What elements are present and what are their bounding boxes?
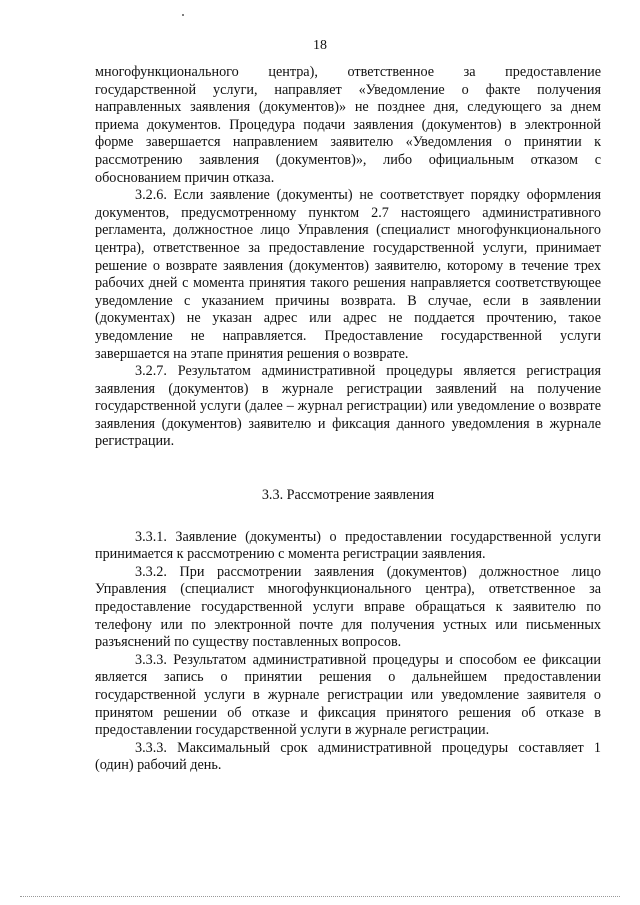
- page-number: 18: [313, 38, 327, 53]
- paragraph-3-2-6: 3.2.6. Если заявление (документы) не соответствует порядку оформления документов, предусмотренному пунктом 2.7 настоящего административного регламента, должностное лицо Управления (специалист многофункционального центра), ответственное за предоставление государственной услуги, принимает решение о возврате заявления (документов) заявителю, которому в течение трех рабочих дней с момента принятия такого решения направляется соответствующее уведомление с указанием причины возврата. В случае, если в заявлении (документах) не указан адрес или адрес не поддается прочтению, такое уведомление не направляется. Предоставление государственной услуги завершается на этапе принятия решения о возврате.: [95, 187, 601, 362]
- paragraph-3-3-2: 3.3.2. При рассмотрении заявления (документов) должностное лицо Управления (специалист многофункционального центра), ответственное за предоставление государственной услуги вправе обращаться к заявителю по телефону или по электронной почте для получения устных или письменных разъяснений по существу поставленных вопросов.: [95, 563, 601, 651]
- paragraph-3-3-3-term: 3.3.3. Максимальный срок административной процедуры составляет 1 (один) рабочий день.: [95, 739, 601, 774]
- document-body: [95, 64, 601, 775]
- scan-bottom-edge: [20, 896, 620, 897]
- paragraph-3-2-7: 3.2.7. Результатом административной процедуры является регистрация заявления (документов) в журнале регистрации заявлений на получение государственной услуги (далее – журнал регистрации) или уведомление о возврате заявления (документов) заявителю и фиксация данного уведомления в журнале регистрации.: [95, 363, 601, 450]
- paragraph-continuation: многофункционального центра), ответственное за предоставление государственной услуги, направляет «Уведомление о факте получения направленных заявления (документов)» не позднее дня, следующего за днем приема документов. Процедура подачи заявления (документов) в электронной форме завершается направлением заявителю «Уведомления о принятии к рассмотрению заявления (документов)», либо официальным отказом с обоснованием причин отказа.: [95, 64, 601, 186]
- paragraph-3-3-3-result: 3.3.3. Результатом административной процедуры и способом ее фиксации является запись о принятии решения о дальнейшем предоставлении государственной услуги в журнале регистрации или уведомление заявителя о принятом решении об отказе и фиксация принятого решения об отказе в предоставлении государственной услуги в журнале регистрации.: [95, 651, 601, 739]
- scan-speck: [182, 14, 184, 16]
- section-heading: 3.3. Рассмотрение заявления: [261, 487, 435, 504]
- paragraph-3-3-1: 3.3.1. Заявление (документы) о предоставлении государственной услуги принимается к рассмотрению с момента регистрации заявления.: [95, 528, 601, 563]
